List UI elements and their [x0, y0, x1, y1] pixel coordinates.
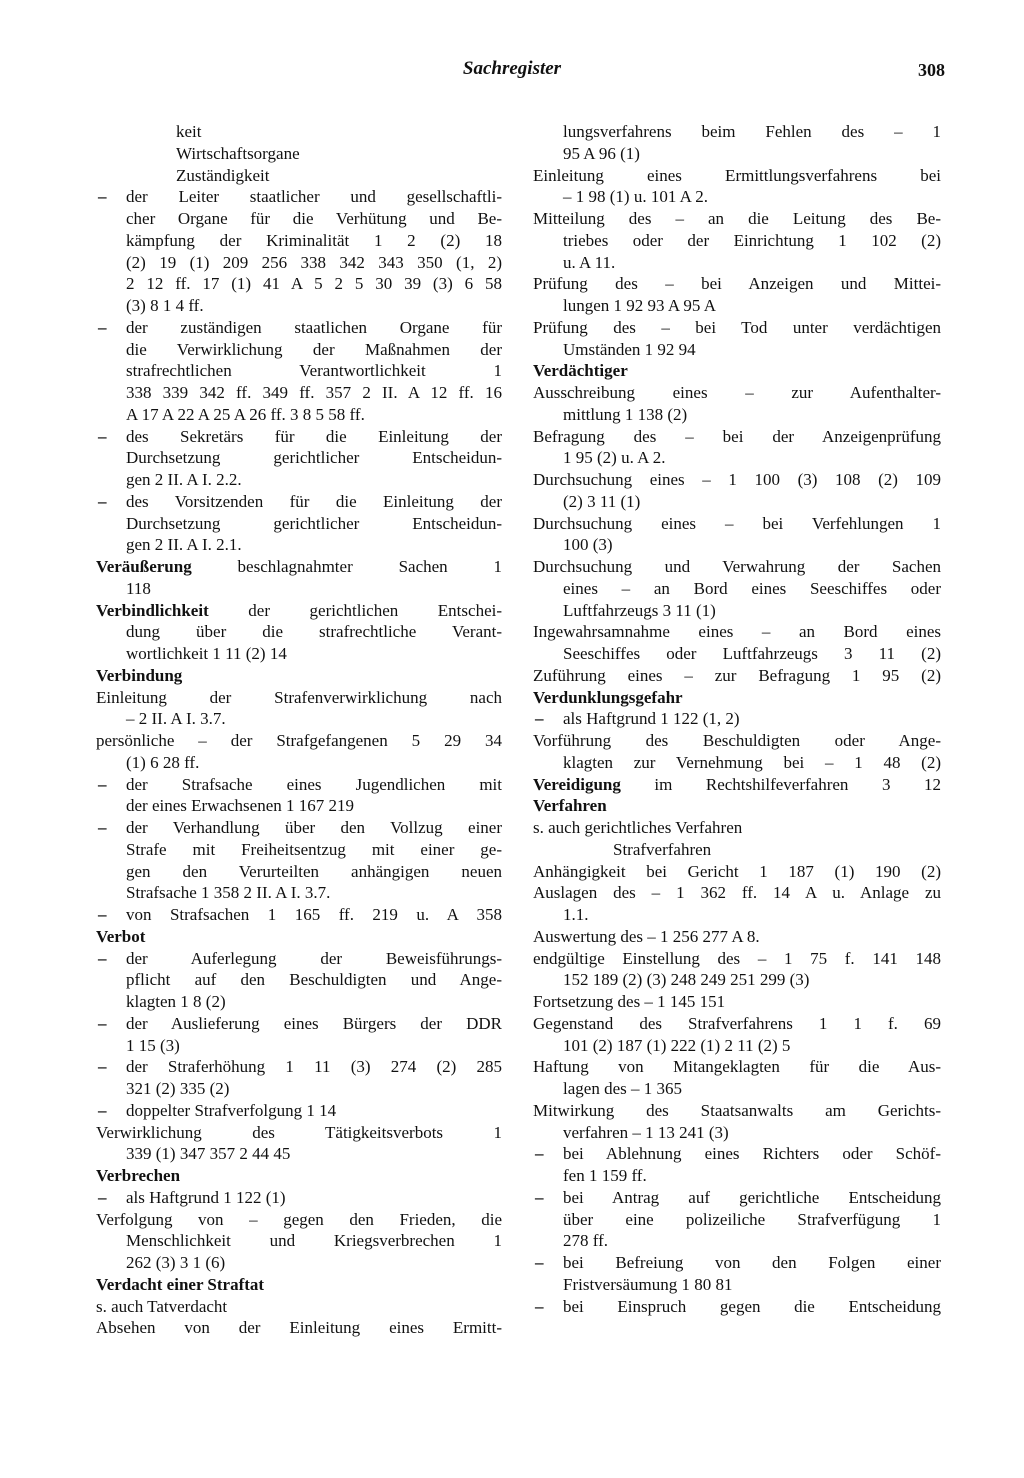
index-line: dung über die strafrechtliche Verant-: [126, 622, 502, 642]
index-line: lungsverfahrens beim Fehlen des – 1: [563, 122, 941, 141]
index-line: Zuständigkeit: [176, 165, 270, 185]
index-heading: Verbrechen: [96, 1166, 181, 1185]
index-line: Durchsetzung gerichtlicher Entscheidun-: [126, 513, 502, 533]
index-line: Mitteilung des – an die Leitung des Be-: [533, 209, 941, 228]
index-line: Ausschreibung eines – zur Aufenthalter-: [533, 383, 941, 402]
index-line: – als Haftgrund 1 122 (1, 2): [533, 708, 941, 730]
index-line: Auslagen des – 1 362 ff. 14 A u. Anlage zu: [533, 883, 941, 903]
index-line: – des Sekretärs für die Einleitung der: [96, 426, 502, 448]
index-line: 2 12 ff. 17 (1) 41 A 5 2 5 30 39 (3) 6 58: [126, 274, 502, 294]
index-line: Strafsache 1 358 2 II. A I. 3.7.: [126, 883, 331, 903]
index-line: Anhängigkeit bei Gericht 1 187 (1) 190 (2): [533, 861, 941, 881]
index-line: – 2 II. A I. 3.7.: [126, 709, 226, 729]
index-line: cher Organe für die Verhütung und Be-: [126, 209, 502, 228]
index-line: – der Leiter staatlicher und gesellschaftli-: [96, 186, 502, 208]
index-line: der eines Erwachsenen 1 167 219: [126, 796, 355, 816]
index-line: über eine polizeiliche Strafverfügung 1: [563, 1209, 941, 1229]
index-line: – 1 98 (1) u. 101 A 2.: [563, 187, 708, 207]
index-line: Durchsetzung gerichtlicher Entscheidun-: [126, 448, 502, 468]
index-line: Durchsuchung eines – bei Verfehlungen 1: [533, 513, 941, 533]
index-line: Verwirklichung des Tätigkeitsverbots 1: [96, 1122, 502, 1142]
index-line: persönliche – der Strafgefangenen 5 29 34: [96, 731, 502, 750]
index-line: Gegenstand des Strafverfahrens 1 1 f. 69: [533, 1013, 941, 1033]
index-line: die Verwirklichung der Maßnahmen der: [126, 339, 502, 359]
index-line: Haftung von Mitangeklagten für die Aus-: [533, 1057, 941, 1077]
index-line: mittlung 1 138 (2): [563, 404, 688, 424]
index-line: (2) 3 11 (1): [563, 491, 641, 511]
index-line: strafrechtlichen Verantwortlichkeit 1: [126, 361, 502, 381]
index-keyword: Verbindlichkeit: [96, 600, 209, 620]
index-line: Strafverfahren: [613, 839, 712, 859]
index-line: (1) 6 28 ff.: [126, 752, 200, 772]
index-line: – bei Antrag auf gerichtliche Entscheidung: [533, 1187, 941, 1209]
index-line: 1 95 (2) u. A 2.: [563, 448, 666, 468]
index-line: Absehen von der Einleitung eines Ermitt-: [96, 1318, 502, 1338]
index-line: Prüfung des – bei Anzeigen und Mittei-: [533, 274, 941, 294]
index-line: 118: [126, 578, 151, 598]
index-line: – von Strafsachen 1 165 ff. 219 u. A 358: [96, 904, 502, 926]
index-line: keit: [176, 122, 202, 141]
index-heading: Verbot: [96, 926, 146, 946]
index-line: gen 2 II. A I. 2.2.: [126, 470, 242, 489]
index-line: triebes oder der Einrichtung 1 102 (2): [563, 230, 941, 250]
index-column-right: [533, 121, 941, 1317]
index-line: verfahren – 1 13 241 (3): [563, 1122, 729, 1142]
index-line: endgültige Einstellung des – 1 75 f. 141 148: [533, 948, 941, 968]
index-line: Verfolgung von – gegen den Frieden, die: [96, 1209, 502, 1229]
index-line: – bei Befreiung von den Folgen einer: [533, 1252, 941, 1274]
index-line: s. auch Tatverdacht: [96, 1296, 228, 1316]
index-line: Ingewahrsamnahme eines – an Bord eines: [533, 622, 941, 642]
index-line: Befragung des – bei der Anzeigenprüfung: [533, 426, 941, 446]
index-line: 95 A 96 (1): [563, 143, 640, 163]
index-line: lagen des – 1 365: [563, 1079, 682, 1098]
index-line: – als Haftgrund 1 122 (1): [96, 1187, 502, 1209]
index-line: 262 (3) 3 1 (6): [126, 1253, 226, 1272]
index-line: Strafe mit Freiheitsentzug mit einer ge-: [126, 839, 502, 859]
index-line: – bei Ablehnung eines Richters oder Schöf-: [533, 1143, 941, 1165]
index-line: – des Vorsitzenden für die Einleitung der: [96, 491, 502, 513]
index-line: Zuführung eines – zur Befragung 1 95 (2): [533, 665, 941, 685]
index-line: – der zuständigen staatlichen Organe für: [96, 317, 502, 339]
index-heading: Verfahren: [533, 796, 607, 816]
index-line: 1 15 (3): [126, 1035, 180, 1055]
index-heading: Verdunklungsgefahr: [533, 687, 683, 707]
index-line: Vorführung des Beschuldigten oder Ange-: [533, 731, 941, 750]
index-line: Wirtschaftsorgane: [176, 143, 300, 163]
index-line: – der Straferhöhung 1 11 (3) 274 (2) 285: [96, 1056, 502, 1078]
index-line: pflicht auf den Beschuldigten und Ange-: [126, 970, 502, 990]
index-line: Auswertung des – 1 256 277 A 8.: [533, 926, 760, 946]
index-line: 278 ff.: [563, 1231, 609, 1251]
index-line: 321 (2) 335 (2): [126, 1079, 230, 1098]
index-line: u. A 11.: [563, 252, 616, 272]
index-heading: Verdacht einer Straftat: [96, 1274, 265, 1294]
index-line: wortlichkeit 1 11 (2) 14: [126, 644, 287, 663]
index-line: (2) 19 (1) 209 256 338 342 343 350 (1, 2): [126, 252, 502, 272]
index-line: Einleitung der Strafenverwirklichung nach: [96, 687, 502, 707]
index-line: Mitwirkung des Staatsanwalts am Gerichts-: [533, 1100, 941, 1120]
index-line: Veräußerung beschlagnahmter Sachen 1: [96, 557, 502, 576]
index-line: – der Verhandlung über den Vollzug einer: [96, 817, 502, 839]
index-line: – der Auslieferung eines Bürgers der DDR: [96, 1013, 502, 1035]
index-line: gen den Verurteilten anhängigen neuen: [126, 861, 502, 881]
index-line: 1.1.: [563, 905, 589, 924]
index-line: s. auch gerichtliches Verfahren: [533, 818, 743, 837]
index-line: Einleitung eines Ermittlungsverfahrens bei: [533, 165, 941, 185]
index-line: 338 339 342 ff. 349 ff. 357 2 II. A 12 ff. 16: [126, 383, 502, 402]
index-line: 152 189 (2) (3) 248 249 251 299 (3): [563, 970, 810, 990]
index-line: (3) 8 1 4 ff.: [126, 296, 204, 315]
index-line: Fortsetzung des – 1 145 151: [533, 992, 726, 1011]
index-line: kämpfung der Kriminalität 1 2 (2) 18: [126, 230, 502, 250]
index-line: – bei Einspruch gegen die Entscheidung: [533, 1296, 941, 1318]
index-line: 101 (2) 187 (1) 222 (1) 2 11 (2) 5: [563, 1035, 791, 1055]
index-line: gen 2 II. A I. 2.1.: [126, 535, 242, 555]
index-line: Luftfahrzeugs 3 11 (1): [563, 600, 716, 620]
index-line: Vereidigung im Rechtshilfeverfahren 3 12: [533, 774, 941, 794]
index-line: Durchsuchung und Verwahrung der Sachen: [533, 557, 941, 576]
index-keyword: Vereidigung: [533, 774, 621, 794]
index-line: klagten zur Vernehmung bei – 1 48 (2): [563, 752, 941, 772]
page-header-title: Sachregister: [462, 58, 562, 79]
index-line: – der Strafsache eines Jugendlichen mit: [96, 774, 502, 796]
index-heading: Verbindung: [96, 665, 183, 685]
index-line: klagten 1 8 (2): [126, 992, 226, 1011]
index-line: Umständen 1 92 94: [563, 339, 696, 359]
index-line: 100 (3): [563, 535, 613, 555]
index-line: Verbindlichkeit der gerichtlichen Entschei-: [96, 600, 502, 620]
index-line: Fristversäumung 1 80 81: [563, 1274, 733, 1294]
index-line: – der Auferlegung der Beweisführungs-: [96, 948, 502, 970]
index-column-left: [96, 121, 502, 1339]
index-line: fen 1 159 ff.: [563, 1166, 647, 1185]
index-line: lungen 1 92 93 A 95 A: [563, 296, 717, 315]
index-line: Prüfung des – bei Tod unter verdächtigen: [533, 317, 941, 337]
index-line: Durchsuchung eines – 1 100 (3) 108 (2) 109: [533, 470, 941, 489]
index-line: Menschlichkeit und Kriegsverbrechen 1: [126, 1231, 502, 1251]
index-line: – doppelter Strafverfolgung 1 14: [96, 1100, 502, 1122]
page-number: 308: [918, 60, 945, 80]
index-line: Seeschiffes oder Luftfahrzeugs 3 11 (2): [563, 644, 941, 663]
index-line: A 17 A 22 A 25 A 26 ff. 3 8 5 58 ff.: [126, 404, 365, 424]
index-line: 339 (1) 347 357 2 44 45: [126, 1144, 291, 1164]
index-heading: Verdächtiger: [533, 361, 628, 381]
index-line: eines – an Bord eines Seeschiffes oder: [563, 578, 941, 598]
index-keyword: Veräußerung: [96, 557, 192, 576]
